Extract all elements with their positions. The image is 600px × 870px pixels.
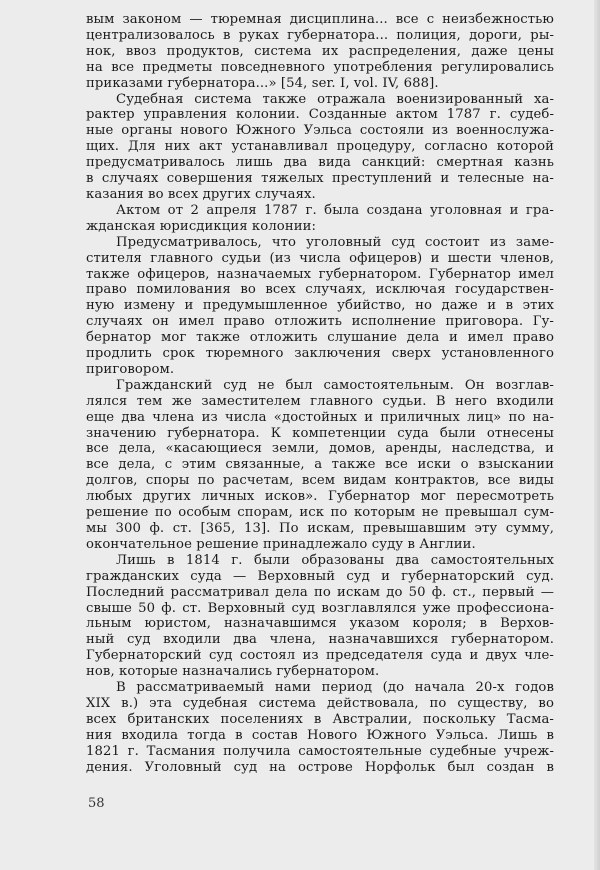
- text-line: XIX в.) эта судебная система действовала, по существу, во: [86, 695, 554, 711]
- text-line: стителя главного судьи (из числа офицеров) и шести членов,: [86, 250, 554, 266]
- text-line: Последний рассматривал дела по искам до 50 ф. ст., первый —: [86, 584, 554, 600]
- text-line: гражданских суда — Верховный суд и губернаторский суд.: [86, 568, 554, 584]
- text-line: ные органы нового Южного Уэльса состояли из военнослужа-: [86, 123, 554, 139]
- text-line: приговором.: [86, 361, 175, 377]
- page-edge: [594, 0, 600, 870]
- text-line: Гражданский суд не был самостоятельным. Он возглав-: [116, 377, 554, 393]
- text-line: ния входила тогда в состав Нового Южного Уэльса. Лишь в: [86, 727, 554, 743]
- page-number: 58: [88, 796, 105, 811]
- text-line: нов, которые назначались губернатором.: [86, 664, 380, 680]
- text-line: нок, ввоз продуктов, система их распределения, даже цены: [86, 43, 554, 59]
- text-line: щих. Для них акт устанавливал процедуру, согласно которой: [86, 139, 554, 155]
- text-line: ный суд входили два члена, назначавшихся губернатором.: [86, 632, 554, 648]
- text-line: лялся тем же заместителем главного судьи. В него входили: [86, 393, 554, 409]
- text-line: Предусматривалось, что уголовный суд состоит из заме-: [116, 234, 554, 250]
- text-line: Актом от 2 апреля 1787 г. была создана уголовная и гра-: [116, 202, 554, 218]
- text-line: долгов, споры по расчетам, всем видам контрактов, все виды: [86, 473, 554, 489]
- text-line: дения. Уголовный суд на острове Норфольк был создан в: [86, 759, 554, 775]
- text-line: В рассматриваемый нами период (до начала 20-х годов: [116, 680, 554, 696]
- text-line: Губернаторский суд состоял из председателя суда и двух чле-: [86, 648, 554, 664]
- text-line: Лишь в 1814 г. были образованы два самостоятельных: [116, 552, 554, 568]
- text-line: всех британских поселениях в Австралии, поскольку Тасма-: [86, 711, 554, 727]
- text-line: приказами губернатора...» [54, ser. I, vol. IV, 688].: [86, 75, 439, 91]
- text-line: случаях он имел право отложить исполнение приговора. Гу-: [86, 314, 554, 330]
- text-line: на все предметы повседневного употребления регулировались: [86, 59, 554, 75]
- text-line: также офицеров, назначаемых губернатором. Губернатор имел: [86, 266, 554, 282]
- text-line: окончательное решение принадлежало суду в Англии.: [86, 536, 476, 552]
- text-line: продлить срок тюремного заключения сверх установленного: [86, 346, 554, 362]
- text-line: свыше 50 ф. ст. Верховный суд возглавлялся уже профессиона-: [86, 600, 554, 616]
- text-line: решение по особым спорам, иск по которым не превышал сум-: [86, 505, 554, 521]
- text-line: право помилования во всех случаях, исключая государствен-: [86, 282, 554, 298]
- text-line: предусматривалось лишь два вида санкций: смертная казнь: [86, 155, 554, 171]
- text-line: все дела, с этим связанные, а также все иски о взыскании: [86, 457, 554, 473]
- text-line: бернатор мог также отложить слушание дела и имел право: [86, 330, 554, 346]
- text-line: 1821 г. Тасмания получила самостоятельные судебные учреж-: [86, 743, 554, 759]
- text-line: льным юристом, назначавшимся указом короля; в Верхов-: [86, 616, 554, 632]
- text-line: все дела, «касающиеся земли, домов, аренды, наследства, и: [86, 441, 554, 457]
- text-line: любых других личных исков». Губернатор мог пересмотреть: [86, 489, 554, 505]
- text-line: в случаях совершения тяжелых преступлений и телесные на-: [86, 171, 554, 187]
- text-line: централизовалось в руках губернатора... полиция, дороги, ры-: [86, 27, 554, 43]
- text-line: Судебная система также отражала военизированный ха-: [116, 91, 554, 107]
- body-text: [86, 12, 554, 776]
- text-line: жданская юрисдикция колонии:: [86, 218, 317, 234]
- text-line: значению губернатора. К компетенции суда были отнесены: [86, 425, 554, 441]
- text-line: ную измену и предумышленное убийство, но даже и в этих: [86, 298, 554, 314]
- text-line: казания во всех других случаях.: [86, 186, 316, 202]
- text-line: вым законом — тюремная дисциплина... все с неизбежностью: [86, 12, 554, 27]
- text-line: мы 300 ф. ст. [365, 13]. По искам, превышавшим эту сумму,: [86, 521, 554, 536]
- text-line: еще два члена из числа «достойных и приличных лиц» по на-: [86, 409, 554, 425]
- text-line: рактер управления колонии. Созданные актом 1787 г. судеб-: [86, 107, 554, 123]
